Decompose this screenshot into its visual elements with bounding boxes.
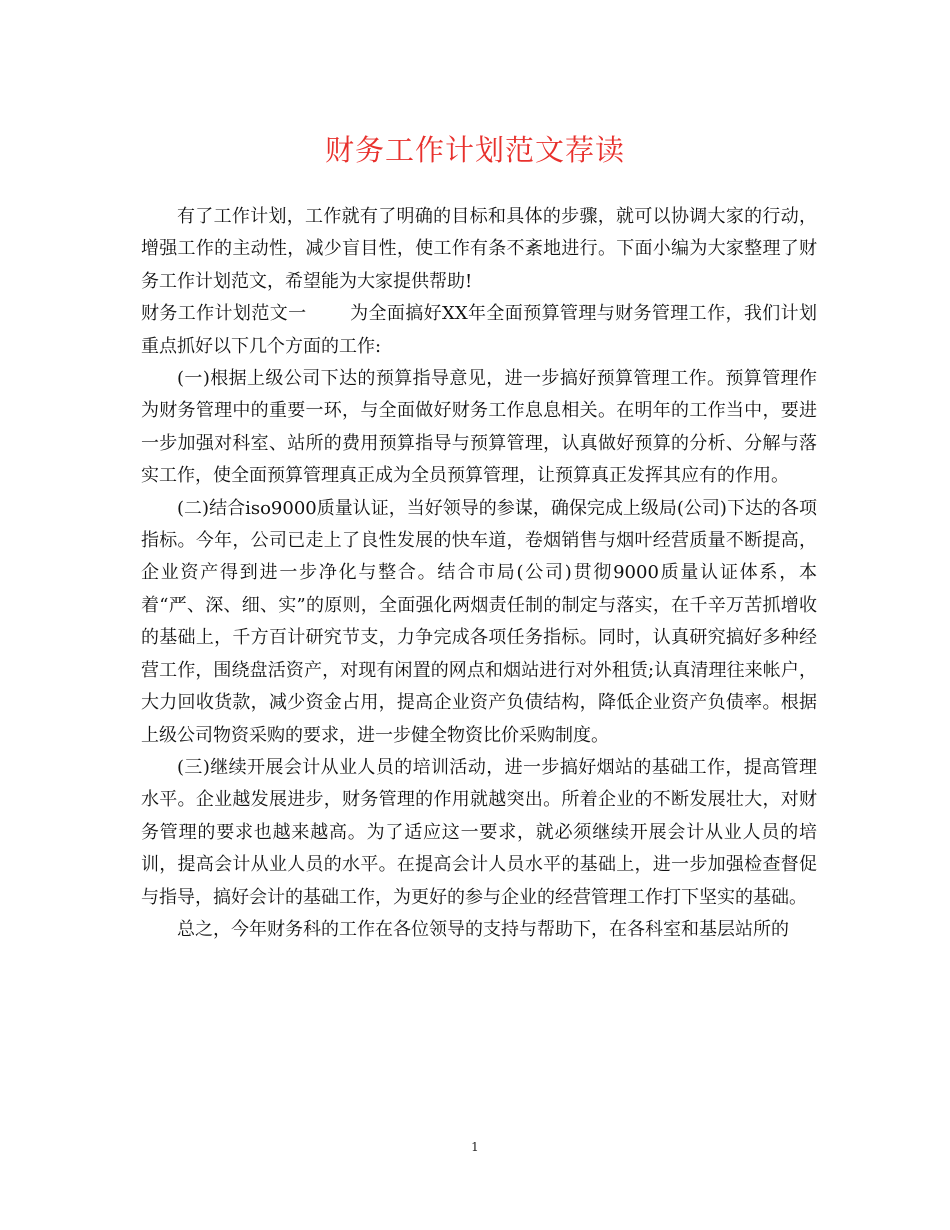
page-number: 1: [471, 1140, 479, 1154]
summary-paragraph: 总之，今年财务科的工作在各位领导的支持与帮助下，在各科室和基层站所的: [177, 918, 789, 940]
section-label: 财务工作计划范文一: [141, 303, 307, 325]
document-body: [141, 201, 817, 946]
intro-paragraph: 有了工作计划，工作就有了明确的目标和具体的步骤，就可以协调大家的行动，增强工作的主动性，减少盲目性，使工作有条不紊地进行。下面小编为大家整理了财务工作计划范文，希望能为大家提供帮助!: [141, 206, 817, 292]
item-two-paragraph: (二)结合iso9000质量认证，当好领导的参谋，确保完成上级局(公司)下达的各项指标。今年，公司已走上了良性发展的快车道，卷烟销售与烟叶经营质量不断提高，企业资产得到进一步净化与整合。结合市局(公司)贯彻9000质量认证体系，本着“严、深、细、实”的原则，全面强化两烟责任制的制定与落实，在千辛万苦抓增收的基础上，千方百计研究节支，力争完成各项任务指标。同时，认真研究搞好多种经营工作，围绕盘活资产，对现有闲置的网点和烟站进行对外租赁;认真清理往来帐户，大力回收货款，减少资金占用，提高企业资产负债结构，降低企业资产负债率。根据上级公司物资采购的要求，进一步健全物资比价采购制度。: [141, 497, 817, 746]
item-three-paragraph: (三)继续开展会计从业人员的培训活动，进一步搞好烟站的基础工作，提高管理水平。企业越发展进步，财务管理的作用就越突出。所着企业的不断发展壮大，对财务管理的要求也越来越高。为了适应这一要求，就必须继续开展会计从业人员的培训，提高会计从业人员的水平。在提高会计人员水平的基础上，进一步加强检查督促与指导，搞好会计的基础工作，为更好的参与企业的经营管理工作打下坚实的基础。: [141, 756, 817, 908]
item-one-paragraph: (一)根据上级公司下达的预算指导意见，进一步搞好预算管理工作。预算管理作为财务管理中的重要一环，与全面做好财务工作息息相关。在明年的工作当中，要进一步加强对科室、站所的费用预算指导与预算管理，认真做好预算的分析、分解与落实工作，使全面预算管理真正成为全员预算管理，让预算真正发挥其应有的作用。: [141, 368, 817, 487]
section-text: 为全面搞好XX年全面预算管理与财务管理工作，我们计划重点抓好以下几个方面的工作:: [141, 303, 817, 357]
section-paragraph: [141, 298, 817, 363]
document-title: 财务工作计划范文荐读: [324, 133, 625, 167]
